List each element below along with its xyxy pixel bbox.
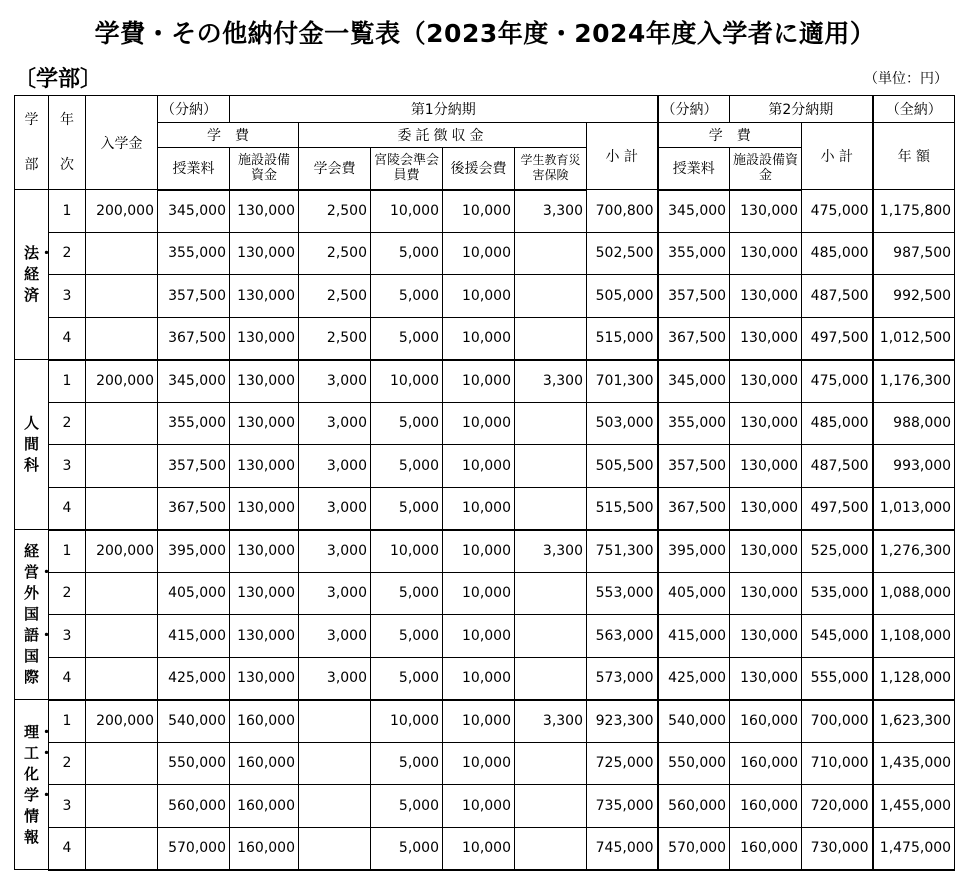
miyaryo-cell: 10,000 — [371, 530, 443, 573]
tuition-1-cell: 357,500 — [158, 275, 230, 318]
subtotal-2-cell: 720,000 — [802, 785, 873, 828]
year-cell: 3 — [49, 785, 86, 828]
miyaryo-cell: 5,000 — [371, 827, 443, 870]
annual-cell: 988,000 — [873, 402, 955, 445]
student-assoc-cell: 3,000 — [299, 445, 371, 488]
header-admission-fee: 入学金 — [86, 96, 158, 190]
student-assoc-cell: 2,500 — [299, 232, 371, 275]
subtotal-2-cell: 710,000 — [802, 742, 873, 785]
header-year: 年次 — [49, 96, 86, 190]
year-cell: 3 — [49, 615, 86, 658]
annual-cell: 1,088,000 — [873, 572, 955, 615]
facility-1-cell: 130,000 — [230, 275, 299, 318]
subtotal-1-cell: 923,300 — [587, 700, 658, 743]
dept-name: 人間科 — [15, 360, 49, 530]
header-tuition-group-2: 学 費 — [658, 123, 802, 148]
tuition-2-cell: 540,000 — [658, 700, 730, 743]
support-cell: 10,000 — [443, 700, 515, 743]
support-cell: 10,000 — [443, 402, 515, 445]
tuition-1-cell: 345,000 — [158, 360, 230, 403]
facility-2-cell: 130,000 — [730, 487, 802, 530]
header-tuition-2: 授業料 — [658, 148, 730, 190]
tuition-2-cell: 357,500 — [658, 445, 730, 488]
annual-cell: 992,500 — [873, 275, 955, 318]
student-assoc-cell: 2,500 — [299, 190, 371, 233]
facility-1-cell: 130,000 — [230, 615, 299, 658]
admission-fee-cell — [86, 785, 158, 828]
dept-name: 法・経済 — [15, 190, 49, 360]
subtotal-1-cell: 745,000 — [587, 827, 658, 870]
facility-2-cell: 130,000 — [730, 360, 802, 403]
facility-2-cell: 130,000 — [730, 402, 802, 445]
student-assoc-cell: 3,000 — [299, 487, 371, 530]
header-facility-1: 施設設備資金 — [230, 148, 299, 190]
tuition-2-cell: 405,000 — [658, 572, 730, 615]
tuition-2-cell: 345,000 — [658, 190, 730, 233]
tuition-2-cell: 560,000 — [658, 785, 730, 828]
admission-fee-cell — [86, 445, 158, 488]
student-assoc-cell: 3,000 — [299, 360, 371, 403]
miyaryo-cell: 10,000 — [371, 190, 443, 233]
year-cell: 4 — [49, 657, 86, 700]
student-assoc-cell — [299, 785, 371, 828]
student-assoc-cell: 2,500 — [299, 317, 371, 360]
year-cell: 2 — [49, 742, 86, 785]
tuition-1-cell: 560,000 — [158, 785, 230, 828]
student-assoc-cell — [299, 742, 371, 785]
miyaryo-cell: 5,000 — [371, 785, 443, 828]
table-row — [15, 317, 955, 360]
insurance-cell: 3,300 — [515, 190, 587, 233]
tuition-2-cell: 355,000 — [658, 232, 730, 275]
tuition-1-cell: 415,000 — [158, 615, 230, 658]
facility-1-cell: 130,000 — [230, 530, 299, 573]
tuition-1-cell: 355,000 — [158, 232, 230, 275]
annual-cell: 1,012,500 — [873, 317, 955, 360]
header-facility-2: 施設設備資金 — [730, 148, 802, 190]
tuition-1-cell: 550,000 — [158, 742, 230, 785]
subtotal-2-cell: 497,500 — [802, 487, 873, 530]
year-cell: 2 — [49, 572, 86, 615]
admission-fee-cell — [86, 232, 158, 275]
admission-fee-cell — [86, 487, 158, 530]
facility-2-cell: 130,000 — [730, 572, 802, 615]
insurance-cell: 3,300 — [515, 360, 587, 403]
table-row — [15, 530, 955, 573]
section-label: 〔学部〕 — [14, 67, 103, 92]
support-cell: 10,000 — [443, 445, 515, 488]
unit-label: （単位：円） — [864, 71, 948, 87]
support-cell: 10,000 — [443, 317, 515, 360]
facility-1-cell: 160,000 — [230, 827, 299, 870]
support-cell: 10,000 — [443, 827, 515, 870]
tuition-1-cell: 540,000 — [158, 700, 230, 743]
miyaryo-cell: 5,000 — [371, 615, 443, 658]
tuition-2-cell: 425,000 — [658, 657, 730, 700]
annual-cell: 987,500 — [873, 232, 955, 275]
insurance-cell: 3,300 — [515, 700, 587, 743]
student-assoc-cell: 3,000 — [299, 572, 371, 615]
annual-cell: 1,435,000 — [873, 742, 955, 785]
admission-fee-cell — [86, 827, 158, 870]
table-row — [15, 190, 955, 233]
facility-2-cell: 130,000 — [730, 190, 802, 233]
subtotal-1-cell: 701,300 — [587, 360, 658, 403]
subtotal-1-cell: 573,000 — [587, 657, 658, 700]
facility-1-cell: 130,000 — [230, 572, 299, 615]
facility-2-cell: 130,000 — [730, 232, 802, 275]
subtotal-2-cell: 555,000 — [802, 657, 873, 700]
year-cell: 4 — [49, 487, 86, 530]
header-installment-1: （分納） — [158, 96, 230, 123]
support-cell: 10,000 — [443, 785, 515, 828]
tuition-2-cell: 415,000 — [658, 615, 730, 658]
facility-2-cell: 160,000 — [730, 700, 802, 743]
tuition-1-cell: 395,000 — [158, 530, 230, 573]
facility-1-cell: 130,000 — [230, 402, 299, 445]
facility-2-cell: 160,000 — [730, 785, 802, 828]
admission-fee-cell — [86, 742, 158, 785]
table-header — [15, 96, 955, 190]
subtotal-2-cell: 487,500 — [802, 445, 873, 488]
table-row — [15, 402, 955, 445]
tuition-2-cell: 357,500 — [658, 275, 730, 318]
miyaryo-cell: 10,000 — [371, 360, 443, 403]
miyaryo-cell: 5,000 — [371, 317, 443, 360]
admission-fee-cell — [86, 317, 158, 360]
insurance-cell — [515, 742, 587, 785]
subtotal-2-cell: 545,000 — [802, 615, 873, 658]
facility-1-cell: 130,000 — [230, 487, 299, 530]
table-row — [15, 572, 955, 615]
year-cell: 4 — [49, 827, 86, 870]
table-row — [15, 785, 955, 828]
header-tuition-group-1: 学 費 — [158, 123, 299, 148]
annual-cell: 1,176,300 — [873, 360, 955, 403]
header-annual: 年 額 — [873, 123, 955, 190]
subtotal-2-cell: 485,000 — [802, 402, 873, 445]
subtotal-2-cell: 475,000 — [802, 190, 873, 233]
tuition-1-cell: 345,000 — [158, 190, 230, 233]
facility-2-cell: 130,000 — [730, 615, 802, 658]
student-assoc-cell — [299, 827, 371, 870]
tuition-2-cell: 367,500 — [658, 317, 730, 360]
insurance-cell — [515, 232, 587, 275]
facility-1-cell: 160,000 — [230, 742, 299, 785]
student-assoc-cell: 3,000 — [299, 402, 371, 445]
tuition-1-cell: 405,000 — [158, 572, 230, 615]
insurance-cell — [515, 487, 587, 530]
admission-fee-cell: 200,000 — [86, 190, 158, 233]
tuition-2-cell: 550,000 — [658, 742, 730, 785]
support-cell: 10,000 — [443, 742, 515, 785]
annual-cell: 1,475,000 — [873, 827, 955, 870]
subtotal-1-cell: 502,500 — [587, 232, 658, 275]
tuition-1-cell: 355,000 — [158, 402, 230, 445]
tuition-2-cell: 570,000 — [658, 827, 730, 870]
tuition-1-cell: 570,000 — [158, 827, 230, 870]
year-cell: 3 — [49, 275, 86, 318]
support-cell: 10,000 — [443, 360, 515, 403]
header-subtotal-1: 小 計 — [587, 123, 658, 190]
admission-fee-cell — [86, 572, 158, 615]
support-cell: 10,000 — [443, 190, 515, 233]
student-assoc-cell: 3,000 — [299, 615, 371, 658]
table-row — [15, 232, 955, 275]
subtotal-1-cell: 505,000 — [587, 275, 658, 318]
miyaryo-cell: 5,000 — [371, 742, 443, 785]
miyaryo-cell: 5,000 — [371, 657, 443, 700]
tuition-2-cell: 355,000 — [658, 402, 730, 445]
subtotal-1-cell: 505,500 — [587, 445, 658, 488]
tuition-1-cell: 367,500 — [158, 317, 230, 360]
header-full-payment: （全納） — [873, 96, 955, 123]
tuition-1-cell: 367,500 — [158, 487, 230, 530]
facility-2-cell: 160,000 — [730, 742, 802, 785]
year-cell: 1 — [49, 700, 86, 743]
header-second-term: 第2分納期 — [730, 96, 873, 123]
fee-table — [14, 95, 955, 871]
table-row — [15, 360, 955, 403]
miyaryo-cell: 5,000 — [371, 487, 443, 530]
subtotal-1-cell: 515,500 — [587, 487, 658, 530]
annual-cell: 1,455,000 — [873, 785, 955, 828]
facility-1-cell: 160,000 — [230, 700, 299, 743]
insurance-cell — [515, 657, 587, 700]
annual-cell: 1,013,000 — [873, 487, 955, 530]
facility-2-cell: 130,000 — [730, 445, 802, 488]
tuition-1-cell: 357,500 — [158, 445, 230, 488]
miyaryo-cell: 5,000 — [371, 232, 443, 275]
support-cell: 10,000 — [443, 530, 515, 573]
insurance-cell — [515, 572, 587, 615]
year-cell: 2 — [49, 402, 86, 445]
subtotal-1-cell: 700,800 — [587, 190, 658, 233]
header-support: 後援会費 — [443, 148, 515, 190]
facility-1-cell: 130,000 — [230, 190, 299, 233]
facility-1-cell: 160,000 — [230, 785, 299, 828]
subtotal-2-cell: 525,000 — [802, 530, 873, 573]
insurance-cell — [515, 275, 587, 318]
table-row — [15, 487, 955, 530]
miyaryo-cell: 10,000 — [371, 700, 443, 743]
insurance-cell — [515, 827, 587, 870]
insurance-cell: 3,300 — [515, 530, 587, 573]
admission-fee-cell: 200,000 — [86, 700, 158, 743]
annual-cell: 1,175,800 — [873, 190, 955, 233]
header-dept: 学部 — [15, 96, 49, 190]
facility-2-cell: 160,000 — [730, 827, 802, 870]
table-row — [15, 275, 955, 318]
subtotal-1-cell: 725,000 — [587, 742, 658, 785]
facility-2-cell: 130,000 — [730, 317, 802, 360]
table-row — [15, 445, 955, 488]
subtotal-2-cell: 485,000 — [802, 232, 873, 275]
header-tuition-1: 授業料 — [158, 148, 230, 190]
header-subtotal-2: 小 計 — [802, 123, 873, 190]
subtotal-2-cell: 700,000 — [802, 700, 873, 743]
facility-1-cell: 130,000 — [230, 317, 299, 360]
table-row — [15, 742, 955, 785]
subtotal-2-cell: 497,500 — [802, 317, 873, 360]
dept-name: 理・工・化学・情報 — [15, 700, 49, 870]
admission-fee-cell: 200,000 — [86, 530, 158, 573]
tuition-2-cell: 367,500 — [658, 487, 730, 530]
insurance-cell — [515, 317, 587, 360]
year-cell: 3 — [49, 445, 86, 488]
facility-2-cell: 130,000 — [730, 657, 802, 700]
subtotal-2-cell: 475,000 — [802, 360, 873, 403]
miyaryo-cell: 5,000 — [371, 445, 443, 488]
miyaryo-cell: 5,000 — [371, 275, 443, 318]
subtotal-1-cell: 751,300 — [587, 530, 658, 573]
admission-fee-cell — [86, 615, 158, 658]
table-row — [15, 657, 955, 700]
year-cell: 1 — [49, 190, 86, 233]
dept-name: 経営・外国語・国際 — [15, 530, 49, 700]
student-assoc-cell — [299, 700, 371, 743]
annual-cell: 1,276,300 — [873, 530, 955, 573]
table-body — [15, 190, 955, 870]
subtotal-1-cell: 515,000 — [587, 317, 658, 360]
support-cell: 10,000 — [443, 657, 515, 700]
subtotal-1-cell: 735,000 — [587, 785, 658, 828]
facility-2-cell: 130,000 — [730, 530, 802, 573]
page-title: 学費・その他納付金一覧表（2023年度・2024年度入学者に適用） — [94, 19, 876, 48]
year-cell: 1 — [49, 530, 86, 573]
header-installment-2: （分納） — [658, 96, 730, 123]
annual-cell: 993,000 — [873, 445, 955, 488]
year-cell: 2 — [49, 232, 86, 275]
header-student-assoc: 学会費 — [299, 148, 371, 190]
miyaryo-cell: 5,000 — [371, 402, 443, 445]
support-cell: 10,000 — [443, 487, 515, 530]
subtotal-1-cell: 563,000 — [587, 615, 658, 658]
annual-cell: 1,128,000 — [873, 657, 955, 700]
subtotal-2-cell: 535,000 — [802, 572, 873, 615]
annual-cell: 1,623,300 — [873, 700, 955, 743]
admission-fee-cell — [86, 402, 158, 445]
year-cell: 1 — [49, 360, 86, 403]
student-assoc-cell: 3,000 — [299, 657, 371, 700]
admission-fee-cell — [86, 275, 158, 318]
insurance-cell — [515, 785, 587, 828]
admission-fee-cell: 200,000 — [86, 360, 158, 403]
student-assoc-cell: 2,500 — [299, 275, 371, 318]
admission-fee-cell — [86, 657, 158, 700]
insurance-cell — [515, 615, 587, 658]
header-insurance: 学生教育災害保険 — [515, 148, 587, 190]
facility-1-cell: 130,000 — [230, 657, 299, 700]
subtotal-1-cell: 553,000 — [587, 572, 658, 615]
facility-1-cell: 130,000 — [230, 445, 299, 488]
facility-2-cell: 130,000 — [730, 275, 802, 318]
facility-1-cell: 130,000 — [230, 360, 299, 403]
tuition-2-cell: 395,000 — [658, 530, 730, 573]
support-cell: 10,000 — [443, 232, 515, 275]
header-miyaryo: 宮陵会準会員費 — [371, 148, 443, 190]
insurance-cell — [515, 445, 587, 488]
annual-cell: 1,108,000 — [873, 615, 955, 658]
table-row — [15, 700, 955, 743]
support-cell: 10,000 — [443, 275, 515, 318]
table-row — [15, 827, 955, 870]
tuition-2-cell: 345,000 — [658, 360, 730, 403]
support-cell: 10,000 — [443, 572, 515, 615]
tuition-1-cell: 425,000 — [158, 657, 230, 700]
subtotal-2-cell: 730,000 — [802, 827, 873, 870]
student-assoc-cell: 3,000 — [299, 530, 371, 573]
header-consignment-group: 委託徴収金 — [299, 123, 587, 148]
subtotal-1-cell: 503,000 — [587, 402, 658, 445]
year-cell: 4 — [49, 317, 86, 360]
support-cell: 10,000 — [443, 615, 515, 658]
miyaryo-cell: 5,000 — [371, 572, 443, 615]
table-row — [15, 615, 955, 658]
facility-1-cell: 130,000 — [230, 232, 299, 275]
header-first-term: 第1分納期 — [230, 96, 658, 123]
subtotal-2-cell: 487,500 — [802, 275, 873, 318]
insurance-cell — [515, 402, 587, 445]
